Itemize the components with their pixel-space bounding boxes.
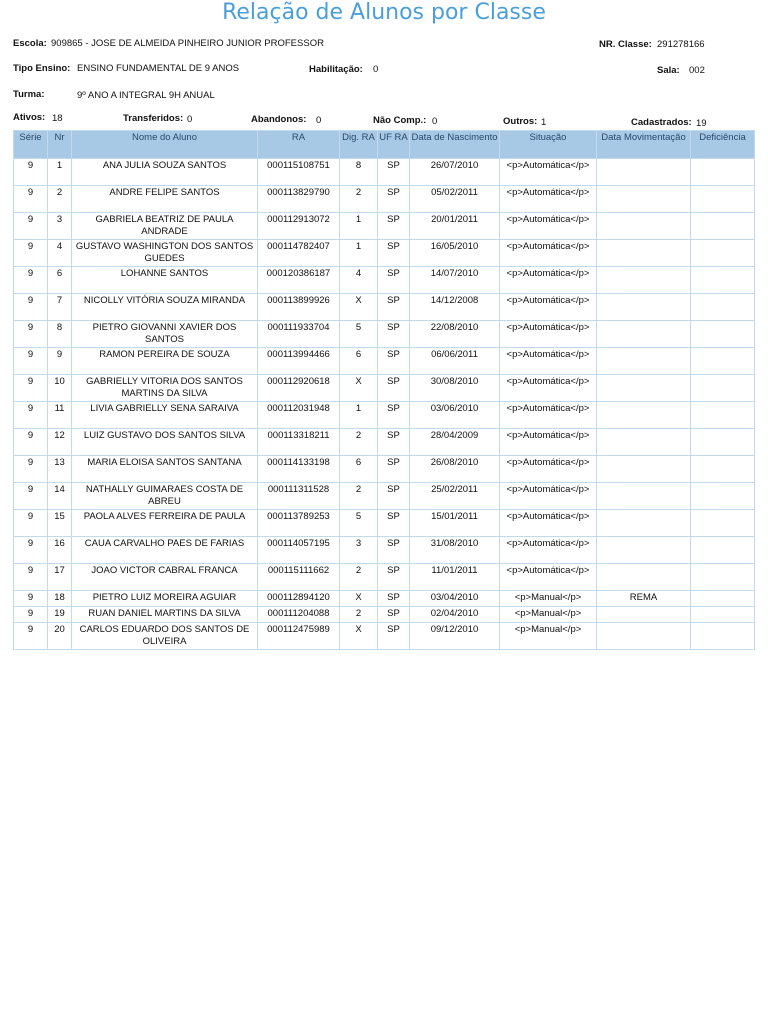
col-header-deficiencia: Deficiência [691,131,755,159]
cell-data-nascimento: 05/02/2011 [410,186,500,213]
cell-ra: 000111933704 [258,321,340,348]
cell-deficiencia [691,321,755,348]
sala-value: 002 [689,65,705,76]
cell-data-movimentacao [597,348,691,375]
cell-nome: ANA JULIA SOUZA SANTOS [72,159,258,186]
cell-situacao: <p>Automática</p> [500,564,597,591]
cell-data-nascimento: 11/01/2011 [410,564,500,591]
cell-data-movimentacao [597,483,691,510]
cell-data-nascimento: 16/05/2010 [410,240,500,267]
cell-data-nascimento: 06/06/2011 [410,348,500,375]
tipo-ensino-label: Tipo Ensino: [13,63,71,74]
table-row [14,564,755,591]
cell-data-nascimento: 02/04/2010 [410,607,500,623]
cell-nr: 20 [48,623,72,650]
cell-deficiencia [691,607,755,623]
cell-data-movimentacao [597,537,691,564]
cell-deficiencia [691,267,755,294]
cell-situacao: <p>Automática</p> [500,186,597,213]
cell-deficiencia [691,537,755,564]
cell-data-movimentacao [597,623,691,650]
cell-deficiencia [691,429,755,456]
cell-dig-ra: 5 [340,321,378,348]
cell-situacao: <p>Automática</p> [500,429,597,456]
cell-data-nascimento: 31/08/2010 [410,537,500,564]
cell-uf-ra: SP [378,375,410,402]
table-row [14,591,755,607]
table-row [14,623,755,650]
cell-nome: NATHALLY GUIMARAES COSTA DE ABREU [72,483,258,510]
cell-data-nascimento: 14/12/2008 [410,294,500,321]
cell-situacao: <p>Automática</p> [500,348,597,375]
cell-serie: 9 [14,537,48,564]
cell-uf-ra: SP [378,402,410,429]
cell-ra: 000114057195 [258,537,340,564]
cell-nr: 11 [48,402,72,429]
cell-nome: CAUA CARVALHO PAES DE FARIAS [72,537,258,564]
cell-deficiencia [691,348,755,375]
cell-data-nascimento: 26/07/2010 [410,159,500,186]
cell-deficiencia [691,159,755,186]
cell-data-movimentacao: REMA [597,591,691,607]
cell-ra: 000113994466 [258,348,340,375]
cell-uf-ra: SP [378,348,410,375]
cell-data-nascimento: 20/01/2011 [410,213,500,240]
cell-uf-ra: SP [378,510,410,537]
cell-situacao: <p>Automática</p> [500,294,597,321]
habilitacao-value: 0 [373,64,379,75]
outros-label: Outros: [503,116,538,127]
tipo-ensino-value: ENSINO FUNDAMENTAL DE 9 ANOS [77,63,240,74]
escola-value: 909865 - JOSE DE ALMEIDA PINHEIRO JUNIOR PROFESSOR [51,38,324,49]
cell-data-movimentacao [597,186,691,213]
cell-dig-ra: 6 [340,456,378,483]
cell-situacao: <p>Automática</p> [500,159,597,186]
cell-data-nascimento: 30/08/2010 [410,375,500,402]
col-header-situacao: Situação [500,131,597,159]
cell-deficiencia [691,240,755,267]
cell-situacao: <p>Manual</p> [500,591,597,607]
cell-dig-ra: 2 [340,429,378,456]
table-row [14,402,755,429]
cell-ra: 000113318211 [258,429,340,456]
ativos-value: 18 [52,113,63,124]
table-row [14,213,755,240]
table-row [14,159,755,186]
cell-uf-ra: SP [378,213,410,240]
cell-deficiencia [691,456,755,483]
cell-nr: 14 [48,483,72,510]
table-row [14,186,755,213]
transferidos-label: Transferidos: [123,113,184,124]
cell-uf-ra: SP [378,186,410,213]
cell-uf-ra: SP [378,429,410,456]
cell-serie: 9 [14,294,48,321]
cell-nome: RUAN DANIEL MARTINS DA SILVA [72,607,258,623]
table-row [14,607,755,623]
escola-label: Escola: [13,38,47,49]
cell-data-movimentacao [597,321,691,348]
cell-serie: 9 [14,483,48,510]
cell-ra: 000115111662 [258,564,340,591]
cell-dig-ra: 2 [340,483,378,510]
cell-dig-ra: X [340,591,378,607]
cell-data-movimentacao [597,267,691,294]
table-row [14,294,755,321]
cell-nr: 9 [48,348,72,375]
col-header-ra: RA [258,131,340,159]
cell-serie: 9 [14,456,48,483]
cadastrados-value: 19 [696,118,707,129]
cell-deficiencia [691,213,755,240]
cell-situacao: <p>Automática</p> [500,375,597,402]
cell-nr: 4 [48,240,72,267]
cell-nr: 15 [48,510,72,537]
cell-ra: 000120386187 [258,267,340,294]
cell-data-movimentacao [597,375,691,402]
cell-uf-ra: SP [378,564,410,591]
cadastrados-label: Cadastrados: [631,117,692,128]
cell-serie: 9 [14,607,48,623]
cell-data-nascimento: 22/08/2010 [410,321,500,348]
cell-situacao: <p>Manual</p> [500,623,597,650]
cell-serie: 9 [14,510,48,537]
cell-nome: LIVIA GABRIELLY SENA SARAIVA [72,402,258,429]
cell-data-movimentacao [597,607,691,623]
table-row [14,348,755,375]
cell-data-movimentacao [597,213,691,240]
cell-data-movimentacao [597,429,691,456]
cell-serie: 9 [14,623,48,650]
habilitacao-label: Habilitação: [309,64,363,75]
cell-nr: 8 [48,321,72,348]
cell-deficiencia [691,564,755,591]
cell-nr: 3 [48,213,72,240]
cell-situacao: <p>Automática</p> [500,510,597,537]
cell-data-nascimento: 15/01/2011 [410,510,500,537]
cell-nome: PIETRO LUIZ MOREIRA AGUIAR [72,591,258,607]
cell-deficiencia [691,402,755,429]
cell-data-nascimento: 28/04/2009 [410,429,500,456]
cell-uf-ra: SP [378,321,410,348]
cell-uf-ra: SP [378,537,410,564]
cell-dig-ra: 4 [340,267,378,294]
cell-ra: 000113899926 [258,294,340,321]
table-row [14,375,755,402]
cell-data-movimentacao [597,564,691,591]
table-row [14,267,755,294]
cell-data-movimentacao [597,402,691,429]
students-table [13,130,755,650]
col-header-nome: Nome do Aluno [72,131,258,159]
cell-nr: 10 [48,375,72,402]
cell-situacao: <p>Manual</p> [500,607,597,623]
cell-ra: 000112894120 [258,591,340,607]
cell-situacao: <p>Automática</p> [500,321,597,348]
cell-nr: 6 [48,267,72,294]
table-row [14,537,755,564]
cell-dig-ra: 5 [340,510,378,537]
cell-uf-ra: SP [378,240,410,267]
cell-situacao: <p>Automática</p> [500,483,597,510]
cell-dig-ra: 2 [340,186,378,213]
cell-ra: 000115108751 [258,159,340,186]
cell-ra: 000113829790 [258,186,340,213]
cell-serie: 9 [14,564,48,591]
cell-uf-ra: SP [378,623,410,650]
nao-comp-value: 0 [432,116,438,127]
turma-value: 9º ANO A INTEGRAL 9H ANUAL [77,90,215,101]
cell-uf-ra: SP [378,267,410,294]
cell-data-nascimento: 14/07/2010 [410,267,500,294]
abandonos-label: Abandonos: [251,114,307,125]
cell-nome: PAOLA ALVES FERREIRA DE PAULA [72,510,258,537]
cell-dig-ra: 6 [340,348,378,375]
cell-nr: 2 [48,186,72,213]
cell-dig-ra: 1 [340,402,378,429]
table-row [14,456,755,483]
cell-ra: 000111204088 [258,607,340,623]
table-row [14,429,755,456]
cell-nome: GUSTAVO WASHINGTON DOS SANTOS GUEDES [72,240,258,267]
cell-situacao: <p>Automática</p> [500,240,597,267]
ativos-label: Ativos: [13,112,46,123]
cell-uf-ra: SP [378,456,410,483]
cell-serie: 9 [14,267,48,294]
cell-data-movimentacao [597,240,691,267]
cell-uf-ra: SP [378,294,410,321]
cell-serie: 9 [14,321,48,348]
col-header-dig-ra: Dig. RA [340,131,378,159]
cell-nr: 18 [48,591,72,607]
cell-nome: PIETRO GIOVANNI XAVIER DOS SANTOS [72,321,258,348]
cell-data-nascimento: 25/02/2011 [410,483,500,510]
cell-deficiencia [691,186,755,213]
cell-deficiencia [691,294,755,321]
cell-nome: LUIZ GUSTAVO DOS SANTOS SILVA [72,429,258,456]
cell-nr: 17 [48,564,72,591]
col-header-data-nascimento: Data de Nascimento [410,131,500,159]
cell-nome: JOAO VICTOR CABRAL FRANCA [72,564,258,591]
cell-ra: 000112031948 [258,402,340,429]
cell-data-nascimento: 03/04/2010 [410,591,500,607]
cell-data-movimentacao [597,294,691,321]
transferidos-value: 0 [187,114,193,125]
cell-ra: 000111311528 [258,483,340,510]
sala-label: Sala: [657,65,680,76]
table-row [14,483,755,510]
cell-dig-ra: 8 [340,159,378,186]
cell-nr: 13 [48,456,72,483]
page-title: Relação de Alunos por Classe [222,0,546,25]
cell-serie: 9 [14,591,48,607]
cell-dig-ra: 1 [340,240,378,267]
cell-nome: MARIA ELOISA SANTOS SANTANA [72,456,258,483]
cell-data-movimentacao [597,510,691,537]
cell-nome: ANDRE FELIPE SANTOS [72,186,258,213]
cell-ra: 000114782407 [258,240,340,267]
cell-situacao: <p>Automática</p> [500,213,597,240]
cell-nome: GABRIELLY VITORIA DOS SANTOS MARTINS DA SILVA [72,375,258,402]
cell-nome: NICOLLY VITÓRIA SOUZA MIRANDA [72,294,258,321]
outros-value: 1 [541,117,547,128]
cell-data-nascimento: 26/08/2010 [410,456,500,483]
cell-data-movimentacao [597,456,691,483]
cell-serie: 9 [14,159,48,186]
cell-data-nascimento: 09/12/2010 [410,623,500,650]
col-header-uf-ra: UF RA [378,131,410,159]
nr-classe-value: 291278166 [657,39,705,50]
nr-classe-label: NR. Classe: [599,39,652,50]
cell-nr: 1 [48,159,72,186]
cell-dig-ra: X [340,294,378,321]
cell-nr: 12 [48,429,72,456]
cell-deficiencia [691,375,755,402]
cell-ra: 000113789253 [258,510,340,537]
table-row [14,510,755,537]
cell-nome: RAMON PEREIRA DE SOUZA [72,348,258,375]
table-row [14,240,755,267]
cell-uf-ra: SP [378,591,410,607]
cell-dig-ra: 2 [340,564,378,591]
cell-ra: 000112920618 [258,375,340,402]
cell-data-nascimento: 03/06/2010 [410,402,500,429]
cell-deficiencia [691,510,755,537]
col-header-serie: Série [14,131,48,159]
cell-nr: 19 [48,607,72,623]
cell-dig-ra: X [340,375,378,402]
cell-ra: 000112913072 [258,213,340,240]
cell-dig-ra: 2 [340,607,378,623]
cell-nome: GABRIELA BEATRIZ DE PAULA ANDRADE [72,213,258,240]
cell-situacao: <p>Automática</p> [500,267,597,294]
cell-serie: 9 [14,402,48,429]
cell-serie: 9 [14,186,48,213]
cell-serie: 9 [14,348,48,375]
cell-data-movimentacao [597,159,691,186]
cell-uf-ra: SP [378,607,410,623]
col-header-data-movimentacao: Data Movimentação [597,131,691,159]
table-header-row [14,131,755,159]
cell-serie: 9 [14,375,48,402]
abandonos-value: 0 [316,115,322,126]
cell-nome: LOHANNE SANTOS [72,267,258,294]
cell-nome: CARLOS EDUARDO DOS SANTOS DE OLIVEIRA [72,623,258,650]
cell-dig-ra: X [340,623,378,650]
table-row [14,321,755,348]
cell-deficiencia [691,483,755,510]
cell-uf-ra: SP [378,159,410,186]
cell-situacao: <p>Automática</p> [500,402,597,429]
cell-dig-ra: 1 [340,213,378,240]
cell-dig-ra: 3 [340,537,378,564]
cell-deficiencia [691,591,755,607]
cell-ra: 000112475989 [258,623,340,650]
cell-nr: 16 [48,537,72,564]
cell-nr: 7 [48,294,72,321]
col-header-nr: Nr [48,131,72,159]
cell-uf-ra: SP [378,483,410,510]
cell-deficiencia [691,623,755,650]
nao-comp-label: Não Comp.: [373,115,427,126]
cell-situacao: <p>Automática</p> [500,537,597,564]
cell-serie: 9 [14,213,48,240]
cell-serie: 9 [14,240,48,267]
cell-ra: 000114133198 [258,456,340,483]
cell-situacao: <p>Automática</p> [500,456,597,483]
turma-label: Turma: [13,89,45,100]
cell-serie: 9 [14,429,48,456]
